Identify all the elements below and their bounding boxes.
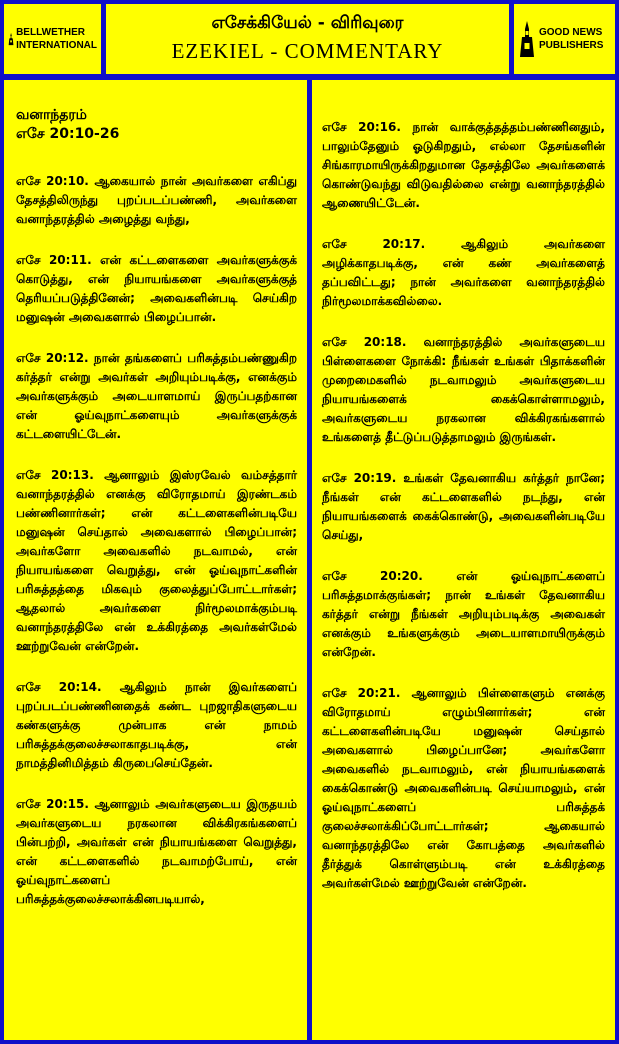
section-title: வனாந்தரம் (16, 107, 87, 123)
verse-20-14: எசே 20:14. ஆகிலும் நான் இவர்களைப் புறப்படப்பண்ணினதைக் கண்ட புறஜாதிகளுடைய கண்களுக்கு முன்பாக என் நாமம் பரிசுத்தக்குலைச்சலாகாதபடிக்கு, என் நாமத்தினிமித்தம் கிருபைசெய்தேன். (16, 680, 297, 770)
logo-left-line-1: BELLWETHER (16, 27, 85, 38)
verse-20-15: எசே 20:15. ஆனாலும் அவர்களுடைய இருதயம் அவர்களுடைய நரகலான விக்கிரகங்களைப் பின்பற்றி, அவர்கள் என் நியாயங்களை வெறுத்து, என் கட்டளைகளில் நடவாமற்போய், என் ஓய்வுநாட்களைப் பரிசுத்தக்குலைச்சலாக்கினபடியால், (16, 797, 297, 906)
verse-20-18: எசே 20:18. வனாந்தரத்தில் அவர்களுடைய பிள்ளைகளை நோக்கி: நீங்கள் உங்கள் பிதாக்களின் முறைமைகளில் நடவாமலும் அவர்களுடைய நியாயங்களைக் கைக்கொள்ளாமலும், அவர்களுடைய நரகலான விக்கிரகங்களால் உங்களைத் தீட்டுப்படுத்தாமலும் இருங்கள். (322, 335, 605, 444)
logo-right-line-1: GOOD NEWS (539, 27, 603, 38)
verse-20-17: எசே 20:17. ஆகிலும் அவர்களை அழிக்காதபடிக்கு, என் கண் அவர்களைத் தப்பவிட்டது; நான் அவர்களை வனாந்தரத்தில் நிர்மூலமாக்கவில்லை. (322, 237, 605, 308)
verse-20-21: எசே 20:21. ஆனாலும் பிள்ளைகளும் எனக்கு விரோதமாய் எழும்பினார்கள்; என் கட்டளைகளின்படியே மனுஷன் செய்தால் அவைகளால் பிழைப்பானே; அவர்களோ அவைகளில் நடவாமலும், என் நியாயங்களைக் கைக்கொண்டு அவைகளின்படி செய்யாமலும், என் ஓய்வுநாட்களைப் பரிசுத்தக் குலைச்சலாக்கிப்போட்டார்கள்; ஆகையால் வனாந்தரத்திலே என் கோபத்தை அவர்களில் தீர்த்துக் கொள்ளும்படி என் உக்கிரத்தை அவர்கள்மேல் ஊற்றுவேன் என்றேன். (322, 686, 605, 890)
title-tamil: எசேக்கியேல் - விரிவுரை (211, 13, 404, 33)
section-reference: எசே 20:10-26 (16, 126, 120, 142)
verse-20-10: எசே 20:10. ஆகையால் நான் அவர்களை எகிப்து தேசத்திலிருந்து புறப்படப்பண்ணி, அவர்களை வனாந்தரத்தில் அழைத்து வந்து, (16, 174, 297, 226)
header-logo-left (4, 4, 101, 74)
header-title-box (106, 4, 509, 74)
header-logo-right (514, 4, 615, 74)
verse-20-19: எசே 20:19. உங்கள் தேவனாகிய கர்த்தர் நானே; நீங்கள் என் கட்டளைகளில் நடந்து, என் நியாயங்களைக் கைக்கொண்டு, அவைகளின்படியே செய்து, (322, 471, 605, 542)
logo-right-line-2: PUBLISHERS (539, 40, 604, 51)
bell-tower-icon (8, 19, 14, 59)
verse-20-11: எசே 20:11. என் கட்டளைகளை அவர்களுக்குக் கொடுத்து, என் நியாயங்களை அவர்களுக்குத் தெரியப்படுத்தினேன்; அவைகளின்படி செய்கிற மனுஷன் அவைகளால் பிழைப்பான். (16, 253, 297, 324)
verse-20-12: எசே 20:12. நான் தங்களைப் பரிசுத்தம்பண்ணுகிற கர்த்தர் என்று அவர்கள் அறியும்படிக்கு, எனக்கும் அவர்களுக்கும் அடையாளமாய் இருப்பதற்கான என் ஓய்வுநாட்களையும் அவர்களுக்குக் கட்டளையிட்டேன். (16, 351, 297, 441)
title-english: EZEKIEL - COMMENTARY (171, 39, 444, 63)
bell-tower-icon (518, 19, 536, 59)
left-column (4, 80, 307, 1040)
right-column (312, 80, 615, 1040)
verse-20-20: எசே 20:20. என் ஓய்வுநாட்களைப் பரிசுத்தமாக்குங்கள்; நான் உங்கள் தேவனாகிய கர்த்தர் என்று நீங்கள் அறியும்படிக்கு அவைகள் எனக்கும் உங்களுக்கும் அடையாளமாயிருக்கும் என்றேன். (322, 569, 605, 659)
verse-20-13: எசே 20:13. ஆனாலும் இஸ்ரவேல் வம்சத்தார் வனாந்தரத்தில் எனக்கு விரோதமாய் இரண்டகம் பண்ணினார்கள்; என் கட்டளைகளின்படியே மனுஷன் செய்தால் அவைகளால் பிழைப்பான்; அவர்களோ அவைகளில் நடவாமல், என் நியாயங்களை வெறுத்து, என் ஓய்வுநாட்களின் பரிசுத்தத்தை மிகவும் குலைத்துப்போட்டார்கள்; ஆதலால் அவர்களை நிர்மூலமாக்கும்படி வனாந்தரத்திலே என் உக்கிரத்தை அவர்கள்மேல் ஊற்றுவேன் என்றேன். (16, 468, 297, 653)
section-heading (16, 106, 297, 144)
verse-20-16: எசே 20:16. நான் வாக்குத்தத்தம்பண்ணினதும், பாலும்தேனும் ஓடுகிறதும், எல்லா தேசங்களின் சிங்காரமாயிருக்கிறதுமான தேசத்திலே அவர்களைக் கொண்டுவந்து விடுவதில்லை என்று வனாந்தரத்தில் ஆணையிட்டேன். (322, 120, 605, 210)
logo-left-line-2: INTERNATIONAL (16, 40, 97, 51)
